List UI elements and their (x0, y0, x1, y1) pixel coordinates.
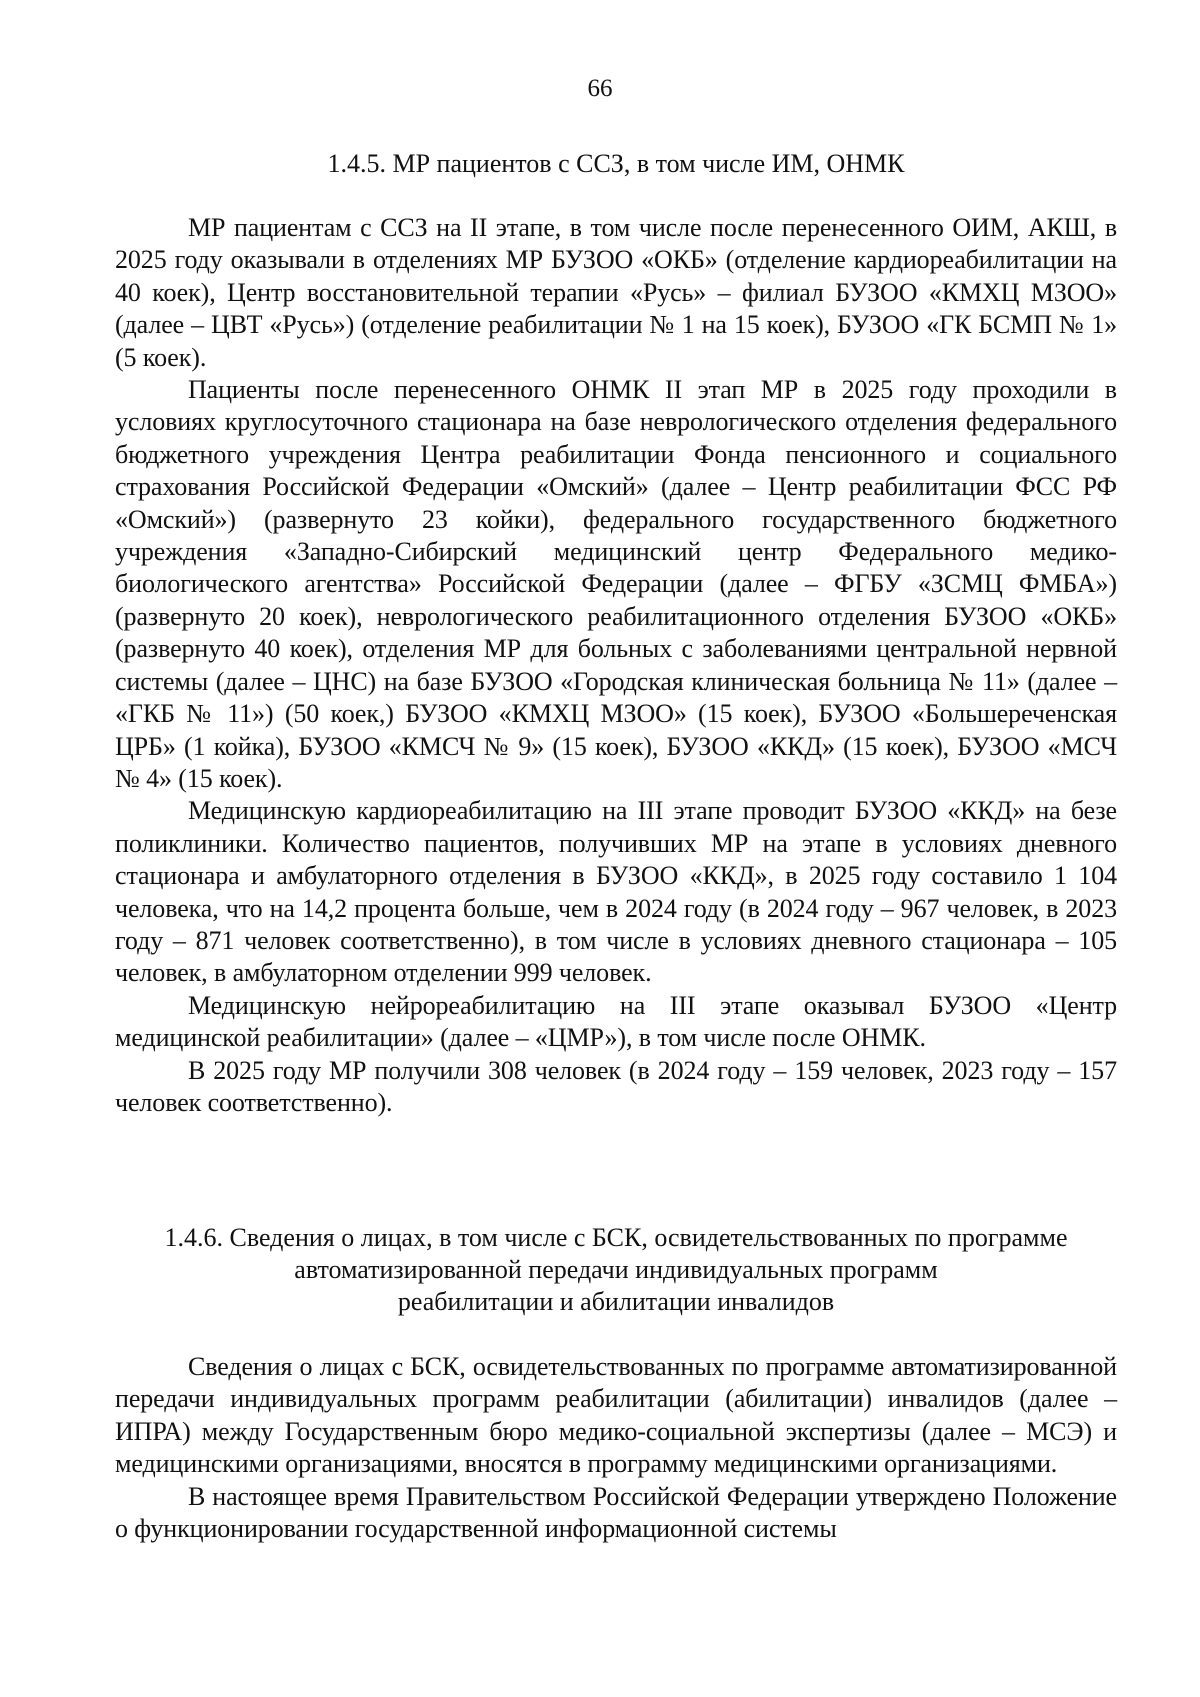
section-1-4-5-title: 1.4.5. МР пациентов с ССЗ, в том числе ИМ, ОНМК (327, 149, 905, 178)
paragraph: Медицинскую нейрореабилитацию на III этапе оказывал БУЗОО «Центр медицинской реабилитации» (далее – «ЦМР»), в том числе после ОНМК. (115, 990, 1117, 1053)
paragraph: В настоящее время Правительством Российской Федерации утверждено Положение о функционировании государственной информационной системы (115, 1481, 1117, 1544)
paragraph: Сведения о лицах с БСК, освидетельствованных по программе автоматизированной передачи индивидуальных программ реабилитации (абилитации) инвалидов (далее – ИПРА) между Государственным бюро медико-социальной экспертизы (далее – МСЭ) и медицинскими организациями, вносятся в программу медицинскими организациями. (115, 1352, 1117, 1479)
section-1-4-5-body (115, 212, 1117, 1119)
paragraph: Пациенты после перенесенного ОНМК II этап МР в 2025 году проходили в условиях круглосуточного стационара на базе неврологического отделения федерального бюджетного учреждения Центра реабилитации Фонда пенсионного и социального страхования Российской Федерации «Омский» (далее – Центр реабилитации ФСС РФ «Омский») (развернуто 23 койки), федерального государственного бюджетного учреждения «Западно-Сибирский медицинский центр Федерального медико-биологического агентства» Российской Федерации (далее – ФГБУ «ЗСМЦ ФМБА») (развернуто 20 коек), неврологического реабилитационного отделения БУЗОО «ОКБ» (развернуто 40 коек), отделения МР для больных с заболеваниями центральной нервной системы (далее – ЦНС) на базе БУЗОО «Городская клиническая больница № 11» (далее – «ГКБ № 11») (50 коек,) БУЗОО «КМХЦ МЗОО» (15 коек), БУЗОО «Большереченская ЦРБ» (1 койка), БУЗОО «КМСЧ № 9» (15 коек), БУЗОО «ККД» (15 коек), БУЗОО «МСЧ № 4» (15 коек). (115, 375, 1117, 793)
title-line: автоматизированной передачи индивидуальных программ (294, 1255, 938, 1284)
section-1-4-6-body (115, 1351, 1117, 1545)
paragraph: Медицинскую кардиореабилитацию на III этапе проводит БУЗОО «ККД» на безе поликлиники. Количество пациентов, получивших МР на этапе в условиях дневного стационара и амбулаторного отделения в БУЗОО «ККД», в 2025 году составило 1 104 человека, что на 14,2 процента больше, чем в 2024 году (в 2024 году – 967 человек, в 2023 году – 871 человек соответственно), в том числе в условиях дневного стационара – 105 человек, в амбулаторном отделении 999 человек. (115, 796, 1117, 988)
section-1-4-6-title (115, 1222, 1117, 1318)
title-line: 1.4.6. Сведения о лицах, в том числе с БСК, освидетельствованных по программе (164, 1223, 1068, 1252)
page-number: 66 (587, 75, 613, 102)
paragraph: МР пациентам с ССЗ на II этапе, в том числе после перенесенного ОИМ, АКШ, в 2025 году оказывали в отделениях МР БУЗОО «ОКБ» (отделение кардиореабилитации на 40 коек), Центр восстановительной терапии «Русь» – филиал БУЗОО «КМХЦ МЗОО» (далее – ЦВТ «Русь») (отделение реабилитации № 1 на 15 коек), БУЗОО «ГК БСМП № 1» (5 коек). (115, 213, 1117, 372)
title-line: реабилитации и абилитации инвалидов (397, 1287, 835, 1316)
paragraph: В 2025 году МР получили 308 человек (в 2024 году – 159 человек, 2023 году – 157 человек соответственно). (115, 1055, 1117, 1117)
